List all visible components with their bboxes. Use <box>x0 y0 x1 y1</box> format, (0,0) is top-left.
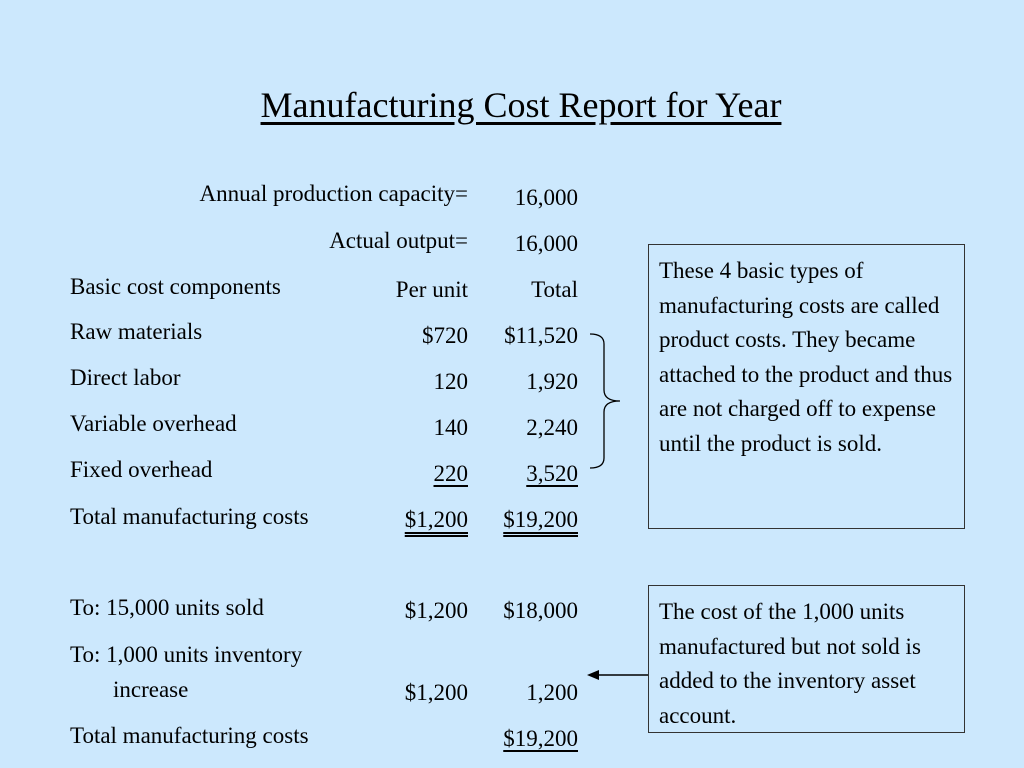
sold-per-unit: $1,200 <box>404 598 468 623</box>
header-total: Total <box>531 277 578 302</box>
total-total: $19,200 <box>503 507 578 532</box>
row-label: Variable overhead <box>70 411 237 436</box>
product-costs-note: These 4 basic types of manufacturing costs are called product costs. They became attached to the product and thus are not charged off to expense until the product is sold. <box>648 244 965 529</box>
header-per-unit: Per unit <box>395 277 468 302</box>
output-value: 16,000 <box>514 231 578 256</box>
brace-icon <box>586 330 626 472</box>
final-total-value: $19,200 <box>503 726 578 751</box>
total-per-unit: $1,200 <box>404 507 468 532</box>
capacity-value: 16,000 <box>514 185 578 210</box>
row-label: Raw materials <box>70 319 203 344</box>
inventory-label-line2: increase <box>113 677 189 702</box>
final-total-label: Total manufacturing costs <box>70 723 309 748</box>
row-label: Fixed overhead <box>70 457 213 482</box>
header-components: Basic cost components <box>70 274 281 299</box>
row-label: Direct labor <box>70 365 181 390</box>
row-per-unit: 140 <box>433 415 468 440</box>
row-per-unit: 220 <box>433 461 468 486</box>
sold-total: $18,000 <box>503 598 578 623</box>
inventory-label-line1: To: 1,000 units inventory <box>70 642 303 667</box>
row-per-unit: $720 <box>422 323 468 348</box>
total-row-label: Total manufacturing costs <box>70 504 309 529</box>
inventory-note: The cost of the 1,000 units manufactured but not sold is added to the inventory asset account. <box>648 585 965 733</box>
inventory-per-unit: $1,200 <box>404 680 468 705</box>
row-total: 1,920 <box>526 369 578 394</box>
inventory-total: 1,200 <box>526 680 578 705</box>
capacity-label: Annual production capacity= <box>199 181 468 206</box>
output-label: Actual output= <box>329 228 468 253</box>
sold-label: To: 15,000 units sold <box>70 595 264 620</box>
arrow-left-icon <box>585 665 651 685</box>
row-per-unit: 120 <box>433 369 468 394</box>
row-total: 3,520 <box>526 461 578 486</box>
page-title: Manufacturing Cost Report for Year <box>260 85 782 125</box>
row-total: $11,520 <box>504 323 578 348</box>
row-total: 2,240 <box>526 415 578 440</box>
